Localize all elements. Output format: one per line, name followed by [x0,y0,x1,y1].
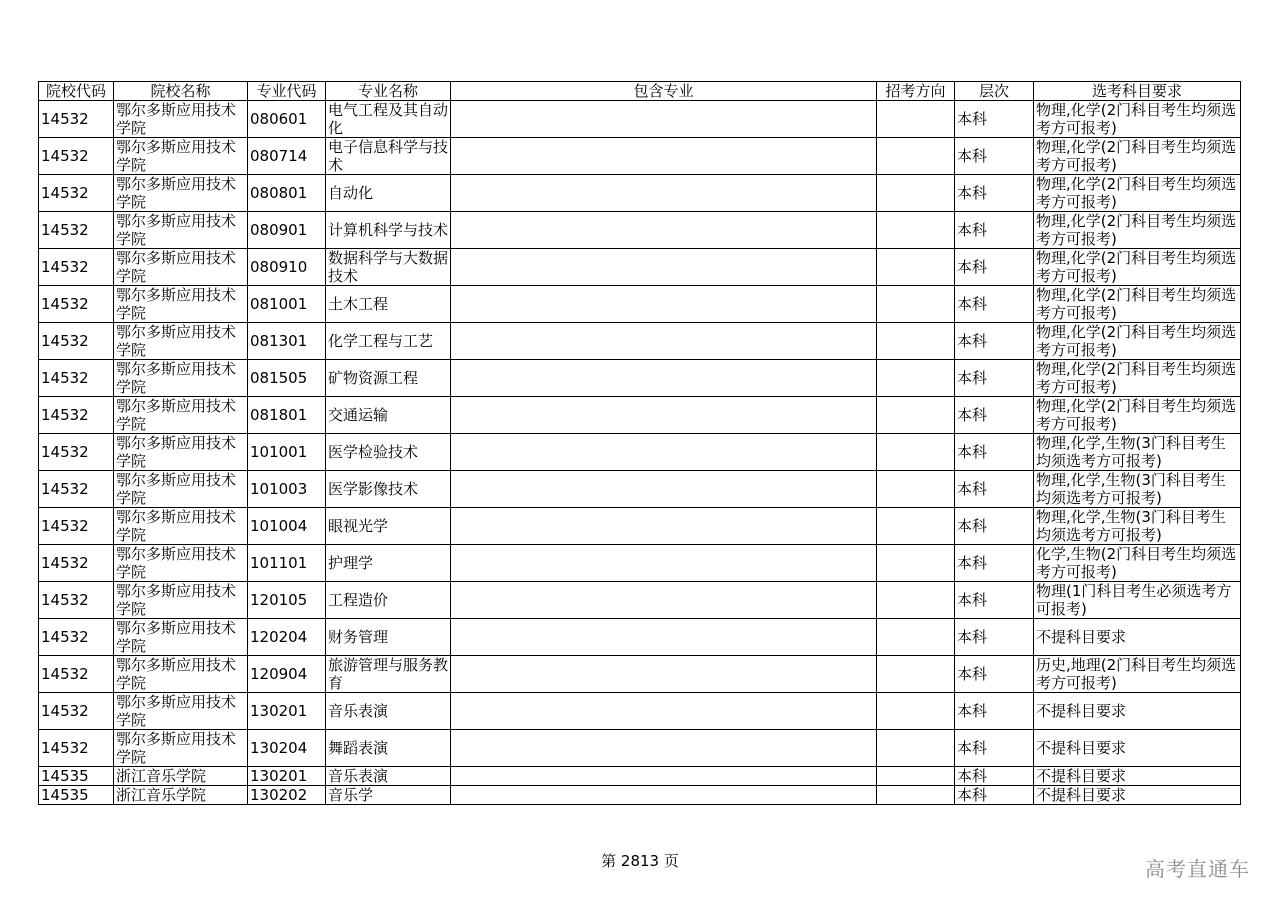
level-cell: 本科 [955,786,1034,805]
included-majors-cell [451,730,877,767]
major-code-cell: 080801 [248,175,326,212]
major-code-cell: 080601 [248,101,326,138]
direction-cell [877,471,955,508]
direction-cell [877,360,955,397]
school-code-cell: 14532 [39,434,114,471]
major-code-cell: 130201 [248,767,326,786]
subject-requirement-cell: 物理,化学(2门科目考生均须选考方可报考) [1034,138,1241,175]
header-cell: 包含专业 [451,82,877,101]
major-code-cell: 080910 [248,249,326,286]
school-name-cell: 鄂尔多斯应用技术学院 [114,471,248,508]
subject-requirement-cell: 不提科目要求 [1034,693,1241,730]
major-name-cell: 医学检验技术 [326,434,451,471]
school-code-cell: 14532 [39,212,114,249]
school-name-cell: 鄂尔多斯应用技术学院 [114,582,248,619]
school-name-cell: 浙江音乐学院 [114,786,248,805]
level-cell: 本科 [955,249,1034,286]
major-code-cell: 120105 [248,582,326,619]
direction-cell [877,286,955,323]
major-name-cell: 音乐学 [326,786,451,805]
table-row [39,730,1241,767]
included-majors-cell [451,582,877,619]
school-code-cell: 14532 [39,619,114,656]
level-cell: 本科 [955,286,1034,323]
direction-cell [877,693,955,730]
school-name-cell: 鄂尔多斯应用技术学院 [114,175,248,212]
level-cell: 本科 [955,323,1034,360]
school-code-cell: 14532 [39,323,114,360]
table-row [39,138,1241,175]
level-cell: 本科 [955,619,1034,656]
school-name-cell: 鄂尔多斯应用技术学院 [114,397,248,434]
school-code-cell: 14535 [39,786,114,805]
direction-cell [877,397,955,434]
school-name-cell: 鄂尔多斯应用技术学院 [114,434,248,471]
direction-cell [877,508,955,545]
major-name-cell: 化学工程与工艺 [326,323,451,360]
subject-requirement-cell: 不提科目要求 [1034,767,1241,786]
major-name-cell: 工程造价 [326,582,451,619]
subject-requirement-cell: 物理,化学(2门科目考生均须选考方可报考) [1034,212,1241,249]
major-code-cell: 130204 [248,730,326,767]
school-name-cell: 鄂尔多斯应用技术学院 [114,323,248,360]
level-cell: 本科 [955,471,1034,508]
major-code-cell: 080901 [248,212,326,249]
table-row [39,693,1241,730]
direction-cell [877,434,955,471]
table-row [39,545,1241,582]
direction-cell [877,767,955,786]
major-code-cell: 101101 [248,545,326,582]
subject-requirement-cell: 化学,生物(2门科目考生均须选考方可报考) [1034,545,1241,582]
school-code-cell: 14535 [39,767,114,786]
table-row [39,397,1241,434]
table-row [39,212,1241,249]
included-majors-cell [451,212,877,249]
included-majors-cell [451,397,877,434]
direction-cell [877,249,955,286]
level-cell: 本科 [955,360,1034,397]
table-row [39,434,1241,471]
major-code-cell: 130201 [248,693,326,730]
school-code-cell: 14532 [39,693,114,730]
level-cell: 本科 [955,434,1034,471]
school-name-cell: 鄂尔多斯应用技术学院 [114,656,248,693]
subject-requirement-cell: 物理,化学(2门科目考生均须选考方可报考) [1034,360,1241,397]
major-name-cell: 交通运输 [326,397,451,434]
level-cell: 本科 [955,175,1034,212]
school-name-cell: 鄂尔多斯应用技术学院 [114,693,248,730]
level-cell: 本科 [955,101,1034,138]
table-row [39,508,1241,545]
header-cell: 招考方向 [877,82,955,101]
major-code-cell: 101003 [248,471,326,508]
header-cell: 选考科目要求 [1034,82,1241,101]
table-row [39,656,1241,693]
level-cell: 本科 [955,767,1034,786]
header-cell: 院校代码 [39,82,114,101]
subject-requirement-cell: 物理,化学,生物(3门科目考生均须选考方可报考) [1034,508,1241,545]
subject-requirement-cell: 历史,地理(2门科目考生均须选考方可报考) [1034,656,1241,693]
included-majors-cell [451,286,877,323]
included-majors-cell [451,360,877,397]
major-code-cell: 081301 [248,323,326,360]
included-majors-cell [451,693,877,730]
header-cell: 院校名称 [114,82,248,101]
table-row [39,101,1241,138]
table-row [39,175,1241,212]
included-majors-cell [451,656,877,693]
school-code-cell: 14532 [39,286,114,323]
school-name-cell: 鄂尔多斯应用技术学院 [114,619,248,656]
included-majors-cell [451,138,877,175]
major-name-cell: 音乐表演 [326,767,451,786]
direction-cell [877,656,955,693]
major-name-cell: 财务管理 [326,619,451,656]
subject-requirement-cell: 物理,化学(2门科目考生均须选考方可报考) [1034,397,1241,434]
table-row [39,323,1241,360]
table-row [39,360,1241,397]
school-code-cell: 14532 [39,101,114,138]
level-cell: 本科 [955,545,1034,582]
school-code-cell: 14532 [39,730,114,767]
level-cell: 本科 [955,138,1034,175]
included-majors-cell [451,323,877,360]
major-name-cell: 电子信息科学与技术 [326,138,451,175]
included-majors-cell [451,434,877,471]
direction-cell [877,786,955,805]
subject-requirement-cell: 物理,化学,生物(3门科目考生均须选考方可报考) [1034,434,1241,471]
direction-cell [877,138,955,175]
included-majors-cell [451,508,877,545]
direction-cell [877,323,955,360]
included-majors-cell [451,786,877,805]
direction-cell [877,101,955,138]
school-name-cell: 鄂尔多斯应用技术学院 [114,138,248,175]
included-majors-cell [451,249,877,286]
major-code-cell: 081001 [248,286,326,323]
major-name-cell: 计算机科学与技术 [326,212,451,249]
level-cell: 本科 [955,212,1034,249]
level-cell: 本科 [955,656,1034,693]
included-majors-cell [451,175,877,212]
direction-cell [877,545,955,582]
subject-requirement-cell: 物理,化学(2门科目考生均须选考方可报考) [1034,175,1241,212]
table-row [39,767,1241,786]
school-name-cell: 鄂尔多斯应用技术学院 [114,360,248,397]
direction-cell [877,175,955,212]
major-code-cell: 081801 [248,397,326,434]
direction-cell [877,730,955,767]
school-name-cell: 浙江音乐学院 [114,767,248,786]
school-code-cell: 14532 [39,397,114,434]
major-name-cell: 矿物资源工程 [326,360,451,397]
subject-requirement-cell: 不提科目要求 [1034,619,1241,656]
direction-cell [877,619,955,656]
major-code-cell: 080714 [248,138,326,175]
major-name-cell: 护理学 [326,545,451,582]
major-code-cell: 120204 [248,619,326,656]
major-code-cell: 101004 [248,508,326,545]
school-name-cell: 鄂尔多斯应用技术学院 [114,212,248,249]
subject-requirement-cell: 不提科目要求 [1034,730,1241,767]
school-name-cell: 鄂尔多斯应用技术学院 [114,545,248,582]
direction-cell [877,582,955,619]
subject-requirement-cell: 物理,化学(2门科目考生均须选考方可报考) [1034,323,1241,360]
major-name-cell: 旅游管理与服务教育 [326,656,451,693]
level-cell: 本科 [955,730,1034,767]
school-name-cell: 鄂尔多斯应用技术学院 [114,286,248,323]
school-code-cell: 14532 [39,582,114,619]
subject-requirement-cell: 物理,化学,生物(3门科目考生均须选考方可报考) [1034,471,1241,508]
school-code-cell: 14532 [39,508,114,545]
page-number: 第 2813 页 [601,852,679,870]
subject-requirement-cell: 物理,化学(2门科目考生均须选考方可报考) [1034,249,1241,286]
major-name-cell: 医学影像技术 [326,471,451,508]
header-cell: 专业代码 [248,82,326,101]
major-name-cell: 自动化 [326,175,451,212]
level-cell: 本科 [955,582,1034,619]
major-name-cell: 眼视光学 [326,508,451,545]
header-cell: 层次 [955,82,1034,101]
included-majors-cell [451,101,877,138]
table-row [39,471,1241,508]
school-code-cell: 14532 [39,175,114,212]
admission-table [38,81,1241,805]
school-code-cell: 14532 [39,656,114,693]
subject-requirement-cell: 物理,化学(2门科目考生均须选考方可报考) [1034,101,1241,138]
school-code-cell: 14532 [39,138,114,175]
table-row [39,249,1241,286]
watermark-logo: 高考直通车 [1145,857,1250,881]
major-name-cell: 土木工程 [326,286,451,323]
major-code-cell: 081505 [248,360,326,397]
school-name-cell: 鄂尔多斯应用技术学院 [114,249,248,286]
major-code-cell: 130202 [248,786,326,805]
major-name-cell: 舞蹈表演 [326,730,451,767]
header-cell: 专业名称 [326,82,451,101]
major-code-cell: 101001 [248,434,326,471]
included-majors-cell [451,767,877,786]
table-row [39,286,1241,323]
included-majors-cell [451,619,877,656]
school-code-cell: 14532 [39,360,114,397]
school-code-cell: 14532 [39,471,114,508]
level-cell: 本科 [955,397,1034,434]
school-code-cell: 14532 [39,249,114,286]
included-majors-cell [451,545,877,582]
level-cell: 本科 [955,508,1034,545]
school-name-cell: 鄂尔多斯应用技术学院 [114,101,248,138]
school-code-cell: 14532 [39,545,114,582]
table-row [39,582,1241,619]
major-code-cell: 120904 [248,656,326,693]
major-name-cell: 电气工程及其自动化 [326,101,451,138]
subject-requirement-cell: 物理,化学(2门科目考生均须选考方可报考) [1034,286,1241,323]
school-name-cell: 鄂尔多斯应用技术学院 [114,508,248,545]
major-name-cell: 数据科学与大数据技术 [326,249,451,286]
subject-requirement-cell: 物理(1门科目考生必须选考方可报考) [1034,582,1241,619]
header-row [39,82,1241,101]
table-row [39,786,1241,805]
major-name-cell: 音乐表演 [326,693,451,730]
table-body [39,101,1241,805]
direction-cell [877,212,955,249]
table-row [39,619,1241,656]
school-name-cell: 鄂尔多斯应用技术学院 [114,730,248,767]
level-cell: 本科 [955,693,1034,730]
included-majors-cell [451,471,877,508]
subject-requirement-cell: 不提科目要求 [1034,786,1241,805]
